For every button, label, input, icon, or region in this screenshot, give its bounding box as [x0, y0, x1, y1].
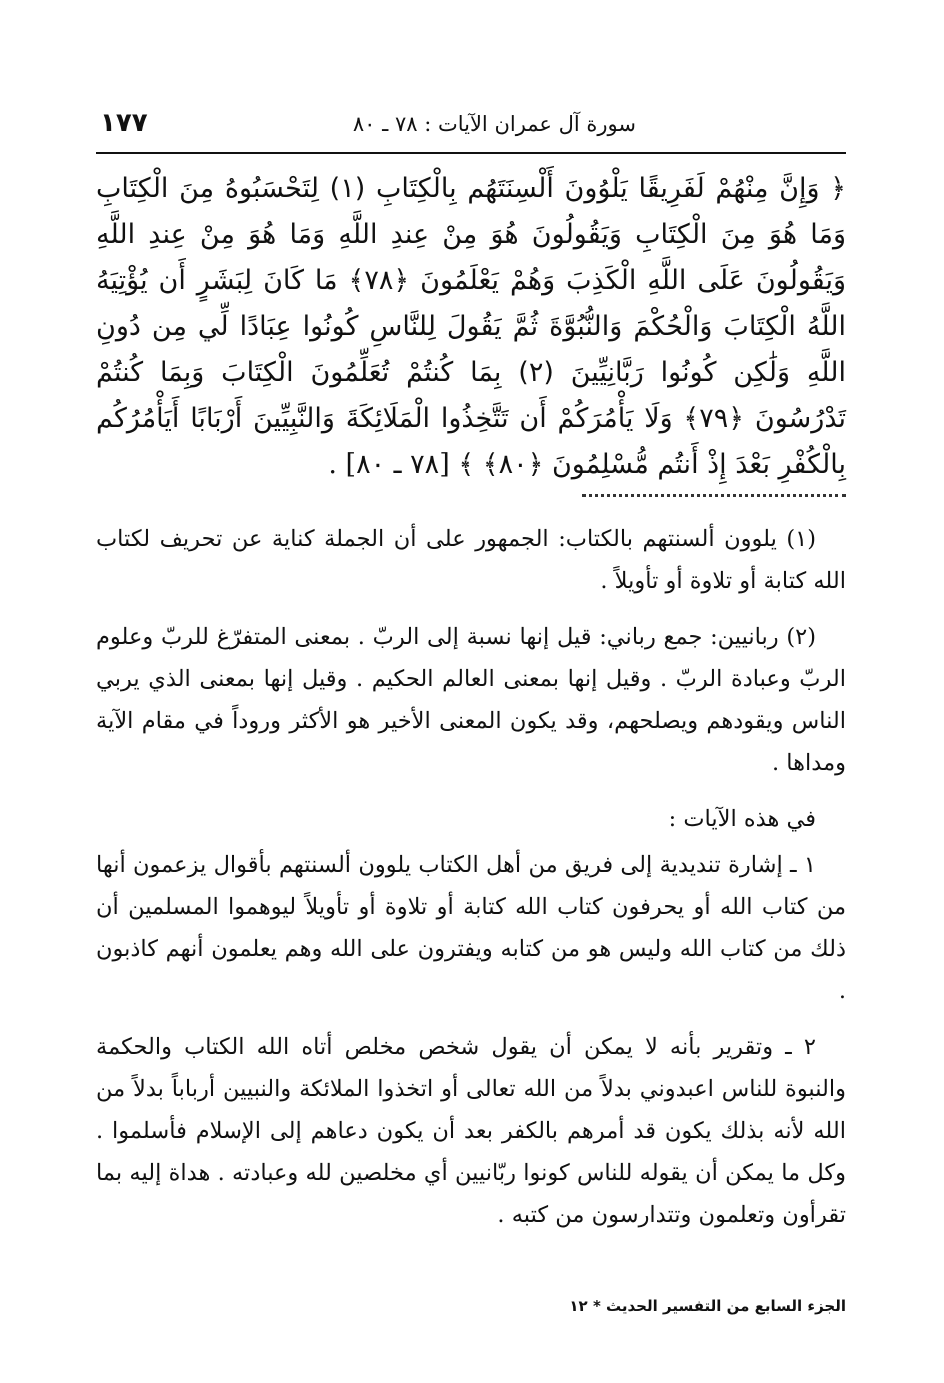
footnote-1: (١) يلوون ألسنتهم بالكتاب: الجمهور على أن الجملة كناية عن تحريف لكتاب الله كتابة أو تلاوة أو تأويلاً .: [96, 526, 846, 594]
commentary-heading: في هذه الآيات :: [668, 806, 816, 832]
page-header: [96, 104, 846, 154]
footnote-separator: [582, 494, 846, 497]
verse-text: ﴿ وَإِنَّ مِنْهُمْ لَفَرِيقًا يَلْوُونَ أَلْسِنَتَهُم بِالْكِتَابِ (١) لِتَحْسَبُوهُ مِنَ الْكِتَابِ وَمَا هُوَ مِنَ الْكِتَابِ وَيَقُولُونَ هُوَ مِنْ عِندِ اللَّهِ وَمَا هُوَ مِنْ عِندِ اللَّهِ وَيَقُولُونَ عَلَى اللَّهِ الْكَذِبَ وَهُمْ يَعْلَمُونَ ﴿٧٨﴾ مَا كَانَ لِبَشَرٍ أَن يُؤْتِيَهُ اللَّهُ الْكِتَابَ وَالْحُكْمَ وَالنُّبُوَّةَ ثُمَّ يَقُولَ لِلنَّاسِ كُونُوا عِبَادًا لِّي مِن دُونِ اللَّهِ وَلَٰكِن كُونُوا رَبَّانِيِّينَ (٢) بِمَا كُنتُمْ تُعَلِّمُونَ الْكِتَابَ وَبِمَا كُنتُمْ تَدْرُسُونَ ﴿٧٩﴾ وَلَا يَأْمُرَكُمْ أَن تَتَّخِذُوا الْمَلَائِكَةَ وَالنَّبِيِّينَ أَرْبَابًا أَيَأْمُرُكُم بِالْكُفْرِ بَعْدَ إِذْ أَنتُم مُّسْلِمُونَ ﴿٨٠﴾ ﴾: [96, 173, 847, 480]
commentary-point-1: ١ ـ إشارة تنديدية إلى فريق من أهل الكتاب يلوون ألسنتهم بأقوال يزعمون أنها من كتاب الله أو يحرفون كتاب الله كتابة أو تلاوة أو تأويلاً ليوهموا المسلمين أن ذلك من كتاب الله وليس هو من كتابه ويفترون على الله وهم يعلمون أنهم كاذبون .: [96, 852, 846, 1004]
quran-verse-block: [96, 166, 846, 488]
surah-title: سورة آل عمران الآيات : ٧٨ ـ ٨٠: [352, 112, 636, 136]
page-footer-signature: الجزء السابع من التفسير الحديث * ١٢: [569, 1297, 846, 1315]
verse-reference: [٧٨ ـ ٨٠] .: [328, 449, 450, 480]
page-number: ١٧٧: [100, 108, 148, 138]
commentary-point-2: ٢ ـ وتقرير بأنه لا يمكن أن يقول شخص مخلص أتاه الله الكتاب والحكمة والنبوة للناس اعبدوني بدلاً من الله تعالى أو اتخذوا الملائكة والنبيين أرباباً بدلاً من الله لأنه بذلك يكون قد أمرهم بالكفر بعد أن يكون دعاهم إلى الإسلام فأسلموا . وكل ما يمكن أن يقوله للناس كونوا ربّانيين أي مخلصين لله وعبادته . هداة إليه بما تقرأون وتعلمون وتتدارسون من كتبه .: [96, 1034, 846, 1228]
footnote-2: (٢) ربانيين: جمع رباني: قيل إنها نسبة إلى الربّ . بمعنى المتفرّغ للربّ وعلوم الربّ وعبادة الربّ . وقيل إنها بمعنى العالم الحكيم . وقيل إنها بمعنى الذي يربي الناس ويقودهم ويصلحهم، وقد يكون المعنى الأخير هو الأكثر وروداً في مقام الآية ومداها .: [96, 624, 846, 776]
body-text: [96, 518, 846, 1236]
